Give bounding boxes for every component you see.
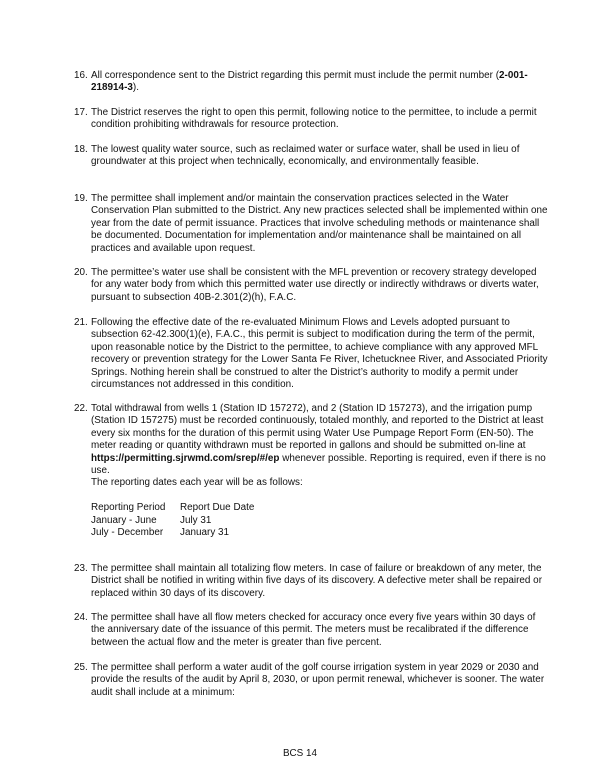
condition-text-part: ). bbox=[132, 82, 139, 94]
table-row bbox=[91, 527, 254, 539]
condition-text-part: Total withdrawal from wells 1 (Station ID 157272), and 2 (Station ID 157273), and the irrigation pump (Station ID 157275) must be recorded continuously, totaled monthly, and reported to the District at least every six months for the duration of this permit using Water Use Pumpage Report Form (EN-50). The meter reading or quantity withdrawn must be reported in gallons and should be submitted on-line at bbox=[91, 403, 544, 452]
table-header: Report Due Date bbox=[180, 502, 255, 514]
table-cell: July 31 bbox=[180, 514, 212, 526]
condition-25 bbox=[74, 662, 550, 699]
condition-text: The permittee shall perform a water audit of the golf course irrigation system in year 2029 or 2030 and provide the results of the audit by April 8, 2030, or upon permit renewal, whichever is sooner. The water audit shall include at a minimum: bbox=[91, 662, 545, 698]
condition-number: 20. bbox=[74, 267, 88, 278]
condition-text-part: All correspondence sent to the District regarding this permit must include the permit number ( bbox=[91, 70, 500, 81]
condition-22 bbox=[74, 403, 550, 539]
condition-number: 21. bbox=[74, 317, 88, 328]
table-header: Reporting Period bbox=[91, 502, 166, 514]
condition-20 bbox=[74, 267, 550, 304]
table-header-row bbox=[91, 502, 254, 514]
condition-17 bbox=[74, 107, 550, 132]
condition-number: 25. bbox=[74, 662, 88, 673]
condition-text: The District reserves the right to open this permit, following notice to the permittee, to include a permit condition prohibiting withdrawals for resource protection. bbox=[91, 107, 537, 131]
condition-text: The lowest quality water source, such as reclaimed water or surface water, shall be used in lieu of groundwater at this project when technically, economically, and environmentally feasible. bbox=[91, 144, 520, 168]
condition-text: The permittee shall maintain all totalizing flow meters. In case of failure or breakdown of any meter, the District shall be notified in writing within five days of its discovery. A defective meter shall be repaired or replaced within 30 days of its discovery. bbox=[91, 563, 542, 599]
condition-number: 24. bbox=[74, 612, 88, 623]
condition-number: 16. bbox=[74, 70, 88, 81]
condition-23 bbox=[74, 563, 550, 600]
page-footer-label: BCS 14 bbox=[282, 748, 318, 759]
condition-text: The permittee shall implement and/or maintain the conservation practices selected in the Water Conservation Plan submitted to the District. Any new practices selected shall be implemented within one year from the date of permit issuance. Practices that involve scheduling methods or maintenance shall be documented. Documentation for implementation and/or maintenance shall be maintained on all practices and available upon request. bbox=[91, 193, 548, 254]
condition-16 bbox=[74, 70, 550, 95]
condition-number: 23. bbox=[74, 563, 88, 574]
condition-21 bbox=[74, 317, 550, 391]
condition-text bbox=[91, 403, 550, 477]
permit-number: 2-001-218914-3 bbox=[91, 70, 528, 94]
reporting-schedule-table bbox=[91, 502, 254, 539]
condition-text bbox=[91, 70, 550, 95]
condition-text: The permittee’s water use shall be consistent with the MFL prevention or recovery strategy developed for any water body from which this permitted water use directly or indirectly withdraws or diverts water, pursuant to subsection 40B-2.301(2)(h), F.A.C. bbox=[91, 267, 539, 303]
condition-number: 18. bbox=[74, 144, 88, 155]
condition-19 bbox=[74, 193, 550, 255]
table-row bbox=[91, 515, 254, 527]
condition-number: 22. bbox=[74, 403, 88, 414]
condition-number: 17. bbox=[74, 107, 88, 118]
condition-24 bbox=[74, 612, 550, 649]
condition-text-part: whenever possible. Reporting is required, even if there is no use. bbox=[91, 452, 546, 477]
table-cell: January 31 bbox=[180, 527, 230, 539]
pumpage-report-url: https://permitting.sjrwmd.com/srep/#/ep bbox=[91, 452, 280, 464]
table-cell: January - June bbox=[91, 514, 157, 526]
condition-number: 19. bbox=[74, 193, 88, 204]
condition-18 bbox=[74, 144, 550, 169]
table-cell: July - December bbox=[91, 527, 164, 539]
condition-text: The permittee shall have all flow meters checked for accuracy once every five years within 30 days of the anniversary date of the issuance of this permit. The meters must be recalibrated if the difference between the actual flow and the meter is greater than five percent. bbox=[91, 612, 536, 648]
reporting-intro: The reporting dates each year will be as follows: bbox=[91, 477, 303, 489]
condition-text: Following the effective date of the re-evaluated Minimum Flows and Levels adopted pursuant to subsection 62-42.300(1)(e), F.A.C., this permit is subject to modification during the term of the permit, upon reasonable notice by the District to the permittee, to achieve compliance with any approved MFL recovery or prevention strategy for the Lower Santa Fe River, Ichetucknee River, and Associated Priority Springs. Nothing herein shall be construed to alter the District’s authority to modify a permit under circumstances not addressed in this condition. bbox=[91, 317, 548, 391]
